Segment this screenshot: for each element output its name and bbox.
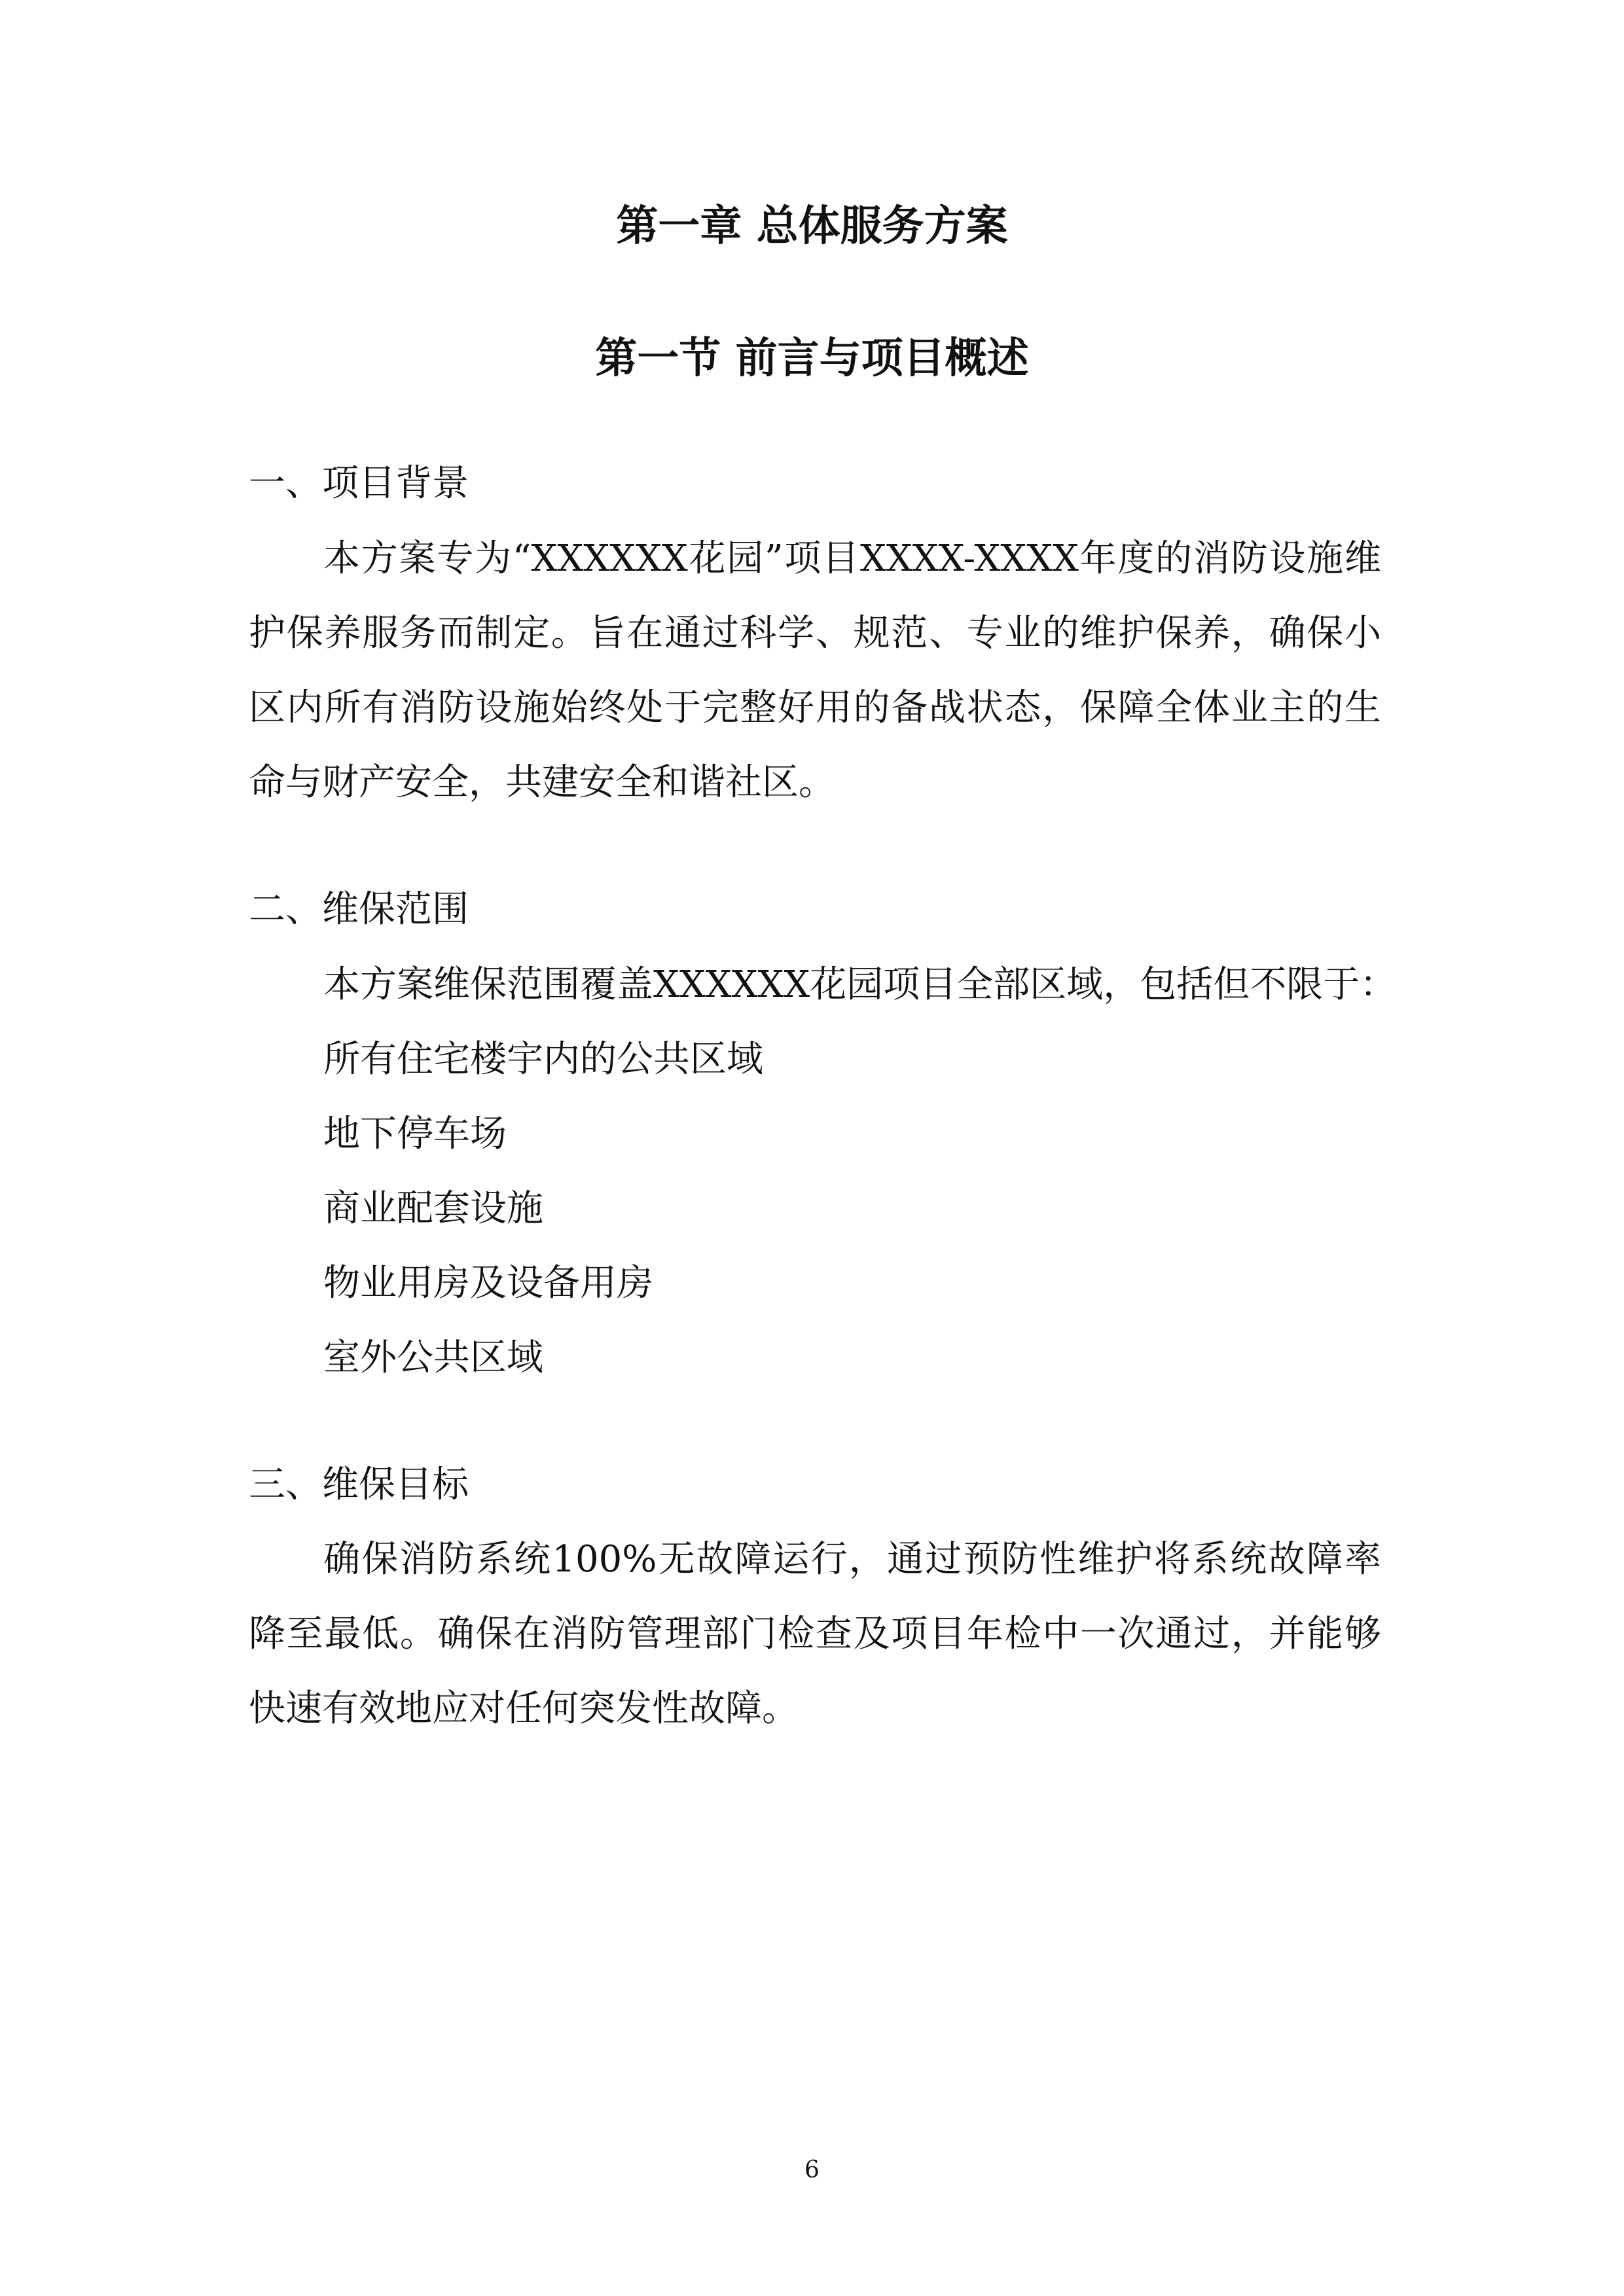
- section-title: 第一节 前言与项目概述: [595, 334, 1029, 383]
- background-paragraph-line: 护保养服务而制定。旨在通过科学、规范、专业的维护保养，确保小: [249, 612, 1381, 655]
- background-paragraph-line: 本方案专为“XXXXXX花园”项目XXXX-XXXX年度的消防设施维: [323, 537, 1381, 580]
- chapter-title: 第一章 总体服务方案: [616, 202, 1008, 251]
- objectives-paragraph-line: 降至最低。确保在消防管理部门检查及项目年检中一次通过，并能够: [249, 1613, 1381, 1655]
- background-paragraph-line: 命与财产安全，共建安全和谐社区。: [249, 761, 835, 804]
- scope-list-item: 地下停车场: [323, 1113, 507, 1155]
- scope-list-item: 物业用房及设备用房: [323, 1262, 653, 1304]
- scope-list-item: 室外公共区域: [323, 1336, 543, 1379]
- section-heading-scope: 二、维保范围: [249, 888, 469, 931]
- section-heading-background: 一、项目背景: [249, 462, 469, 505]
- page-number: 6: [804, 2157, 820, 2183]
- scope-list-item: 所有住宅楼宇内的公共区域: [323, 1038, 763, 1081]
- objectives-paragraph-line: 快速有效地应对任何突发性故障。: [249, 1687, 799, 1730]
- scope-list-item: 商业配套设施: [323, 1187, 543, 1230]
- scope-intro: 本方案维保范围覆盖XXXXXX花园项目全部区域，包括但不限于：: [323, 963, 1397, 1006]
- background-paragraph-line: 区内所有消防设施始终处于完整好用的备战状态，保障全体业主的生: [249, 687, 1381, 729]
- objectives-paragraph-line: 确保消防系统100%无故障运行，通过预防性维护将系统故障率: [323, 1538, 1381, 1581]
- section-heading-objectives: 三、维保目标: [249, 1463, 469, 1506]
